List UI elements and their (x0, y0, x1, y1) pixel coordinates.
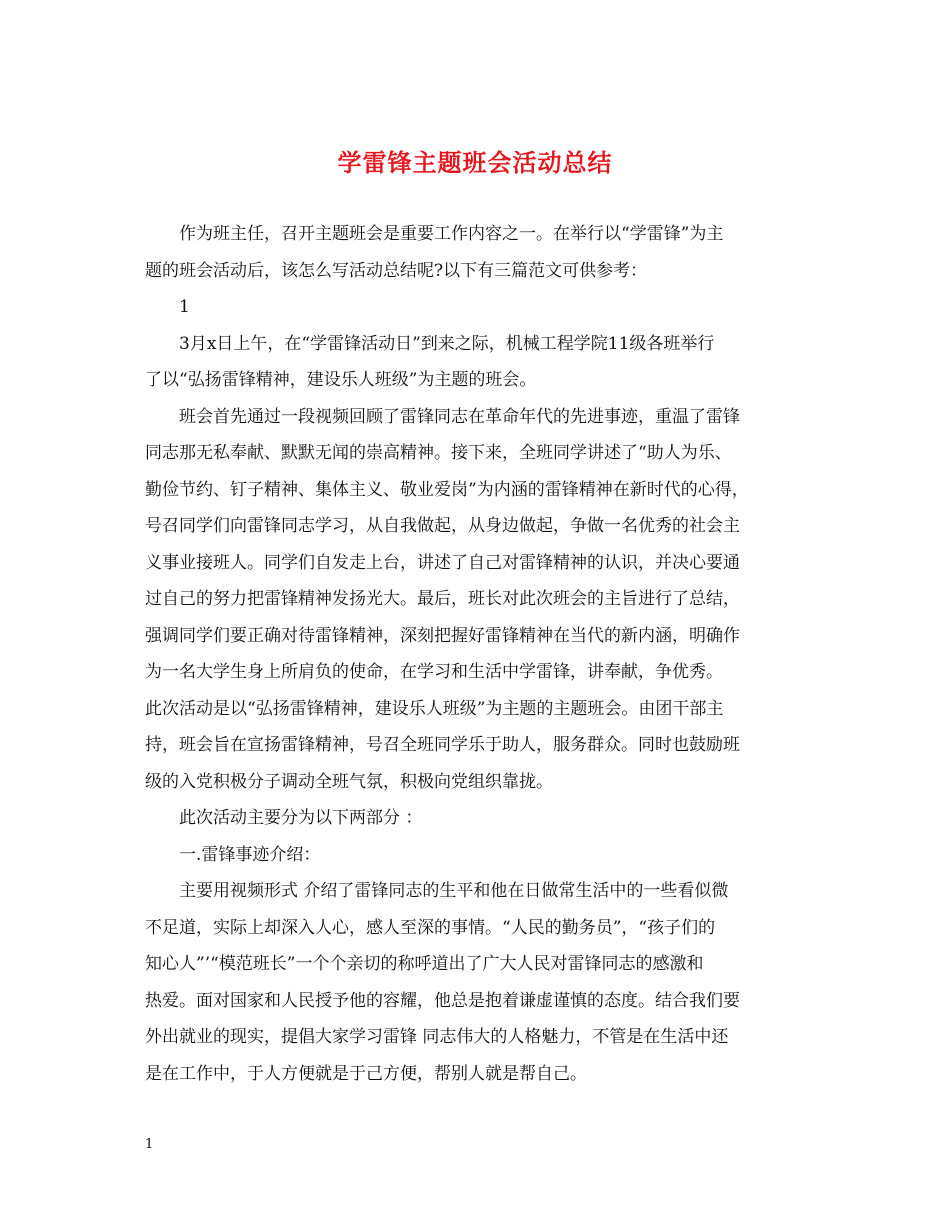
page-number: 1 (145, 1137, 154, 1152)
document-title: 学雷锋主题班会活动总结 (337, 148, 613, 177)
text-line: 3月x日上午，在“学雷锋活动日”到来之际，机械工程学院11级各班举行 (179, 333, 715, 354)
text-line: 了以“弘扬雷锋精神，建设乐人班级”为主题的班会。 (145, 370, 537, 390)
text-line: 一.雷锋事迹介绍： (179, 844, 321, 865)
document-body (145, 216, 810, 1092)
text-line: 此次活动是以“弘扬雷锋精神，建设乐人班级”为主题的主题班会。由团干部主 (145, 698, 724, 719)
text-line: 不足道，实际上却深入人心，感人至深的事情。“人民的勤务员”，“孩子们的 (145, 917, 716, 938)
text-line: 此次活动主要分为以下两部分 ： (179, 808, 423, 828)
text-line: 义事业接班人。同学们自发走上台，讲述了自己对雷锋精神的认识，并决心要通 (145, 552, 740, 573)
text-line: 强调同学们要正确对待雷锋精神，深刻把握好雷锋精神在当代的新内涵，明确作 (145, 625, 740, 646)
text-line: 外出就业的现实，提倡大家学习雷锋 同志伟大的人格魅力，不管是在生活中还 (145, 1027, 729, 1047)
text-line: 班会首先通过一段视频回顾了雷锋同志在革命年代的先进事迹，重温了雷锋 (179, 406, 740, 427)
text-line: 知心人”’“模范班长”一个个亲切的称呼道出了广大人民对雷锋同志的感激和 (145, 954, 704, 974)
text-line: 为一名大学生身上所肩负的使命，在学习和生活中学雷锋，讲奉献，争优秀。 (145, 662, 723, 682)
text-line: 持，班会旨在宣扬雷锋精神，号召全班同学乐于助人，服务群众。同时也鼓励班 (145, 735, 740, 755)
text-line: 题的班会活动后，该怎么写活动总结呢?以下有三篇范文可供参考： (145, 260, 648, 281)
text-line: 1 (179, 297, 190, 317)
text-line: 热爱。面对国家和人民授予他的容耀，他总是抱着谦虚谨慎的态度。结合我们要 (145, 990, 740, 1011)
text-line: 是在工作中，于人方便就是于己方便，帮别人就是帮自己。 (145, 1063, 587, 1084)
text-line: 过自己的努力把雷锋精神发扬光大。最后，班长对此次班会的主旨进行了总结， (145, 589, 740, 609)
text-line: 勤俭节约、钉子精神、集体主义、敬业爱岗”为内涵的雷锋精神在新时代的心得， (145, 479, 749, 500)
text-line: 同志那无私奉献、默默无闻的崇高精神。接下来，全班同学讲述了“助人为乐、 (145, 443, 732, 463)
text-line: 级的入党积极分子调动全班气氛，积极向党组织靠拢。 (145, 771, 553, 792)
text-line: 主要用视频形式 介绍了雷锋同志的生平和他在日做常生活中的一些看似微 (179, 881, 729, 901)
text-line: 作为班主任，召开主题班会是重要工作内容之一。在举行以“学雷锋”为主 (179, 224, 724, 244)
text-line: 号召同学们向雷锋同志学习，从自我做起，从身边做起，争做一名优秀的社会主 (145, 516, 740, 536)
